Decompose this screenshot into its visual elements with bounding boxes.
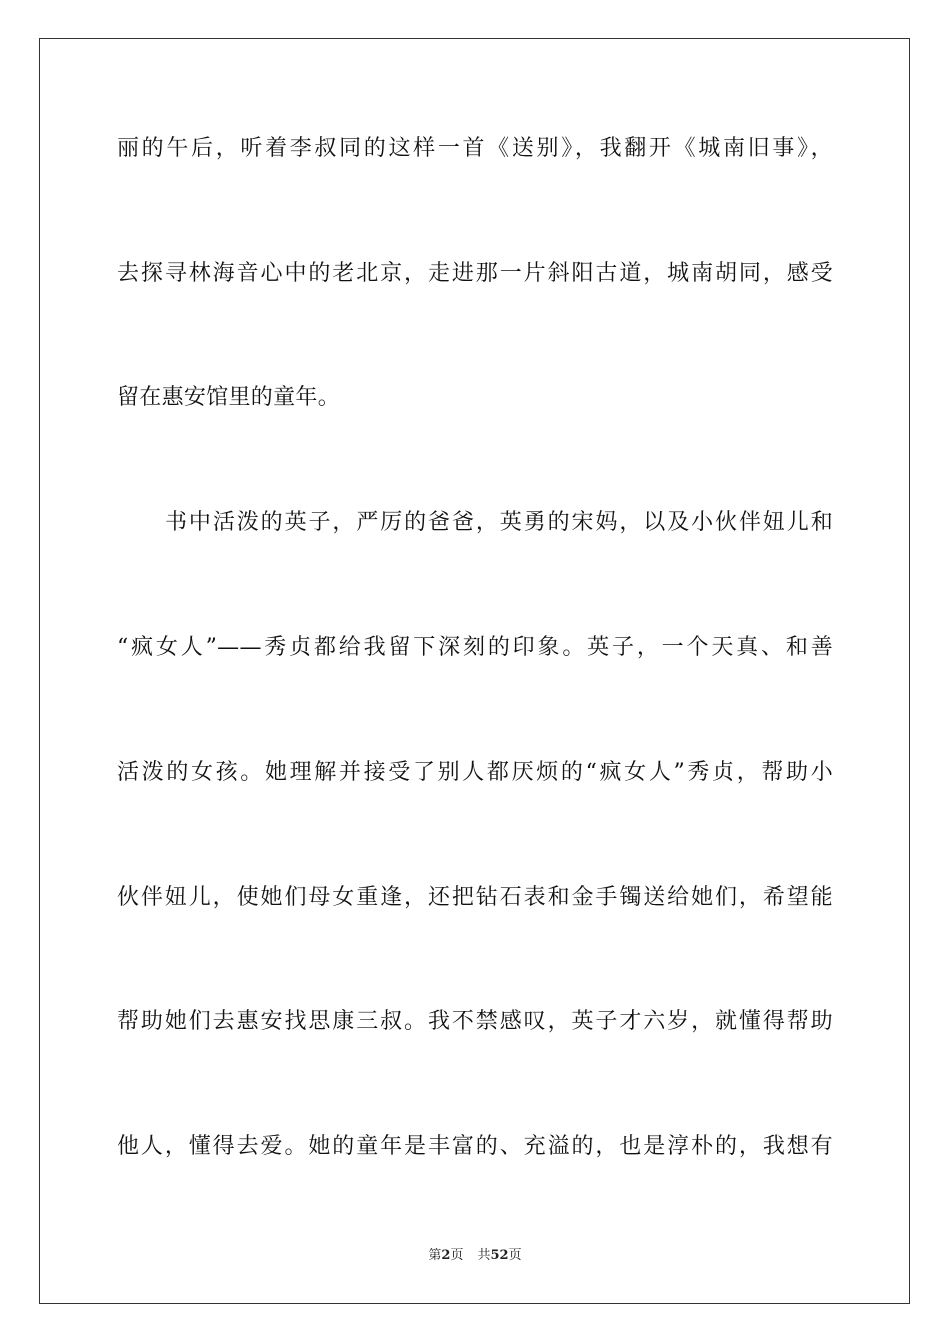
paragraph-line: 活泼的女孩。她理解并接受了别人都厌烦的“疯女人”秀贞，帮助小 (117, 760, 833, 785)
paragraph-line: 去探寻林海音心中的老北京，走进那一片斜阳古道，城南胡同，感受 (117, 261, 833, 286)
paragraph-line: 留在惠安馆里的童年。 (117, 385, 341, 410)
paragraph-line: 丽的午后，听着李叔同的这样一首《送别》，我翻开《城南旧事》， (117, 136, 833, 161)
page-suffix: 页 (450, 1248, 464, 1263)
paragraph-line: “疯女人”——秀贞都给我留下深刻的印象。英子，一个天真、和善 (117, 635, 833, 660)
page-border (39, 38, 910, 1304)
page-number: 2 (441, 1248, 451, 1263)
total-pages: 52 (490, 1248, 509, 1263)
total-suffix: 页 (508, 1248, 522, 1263)
paragraph-line: 伙伴妞儿，使她们母女重逢，还把钻石表和金手镯送给她们，希望能 (117, 885, 833, 910)
page-prefix: 第 (428, 1248, 442, 1263)
paragraph-line: 书中活泼的英子，严厉的爸爸，英勇的宋妈，以及小伙伴妞儿和 (165, 510, 833, 535)
total-prefix: 共 (477, 1248, 491, 1263)
page-footer (0, 1247, 950, 1265)
paragraph-line: 帮助她们去惠安找思康三叔。我不禁感叹，英子才六岁，就懂得帮助 (117, 1009, 833, 1034)
paragraph-line: 他人，懂得去爱。她的童年是丰富的、充溢的，也是淳朴的，我想有 (117, 1134, 833, 1159)
